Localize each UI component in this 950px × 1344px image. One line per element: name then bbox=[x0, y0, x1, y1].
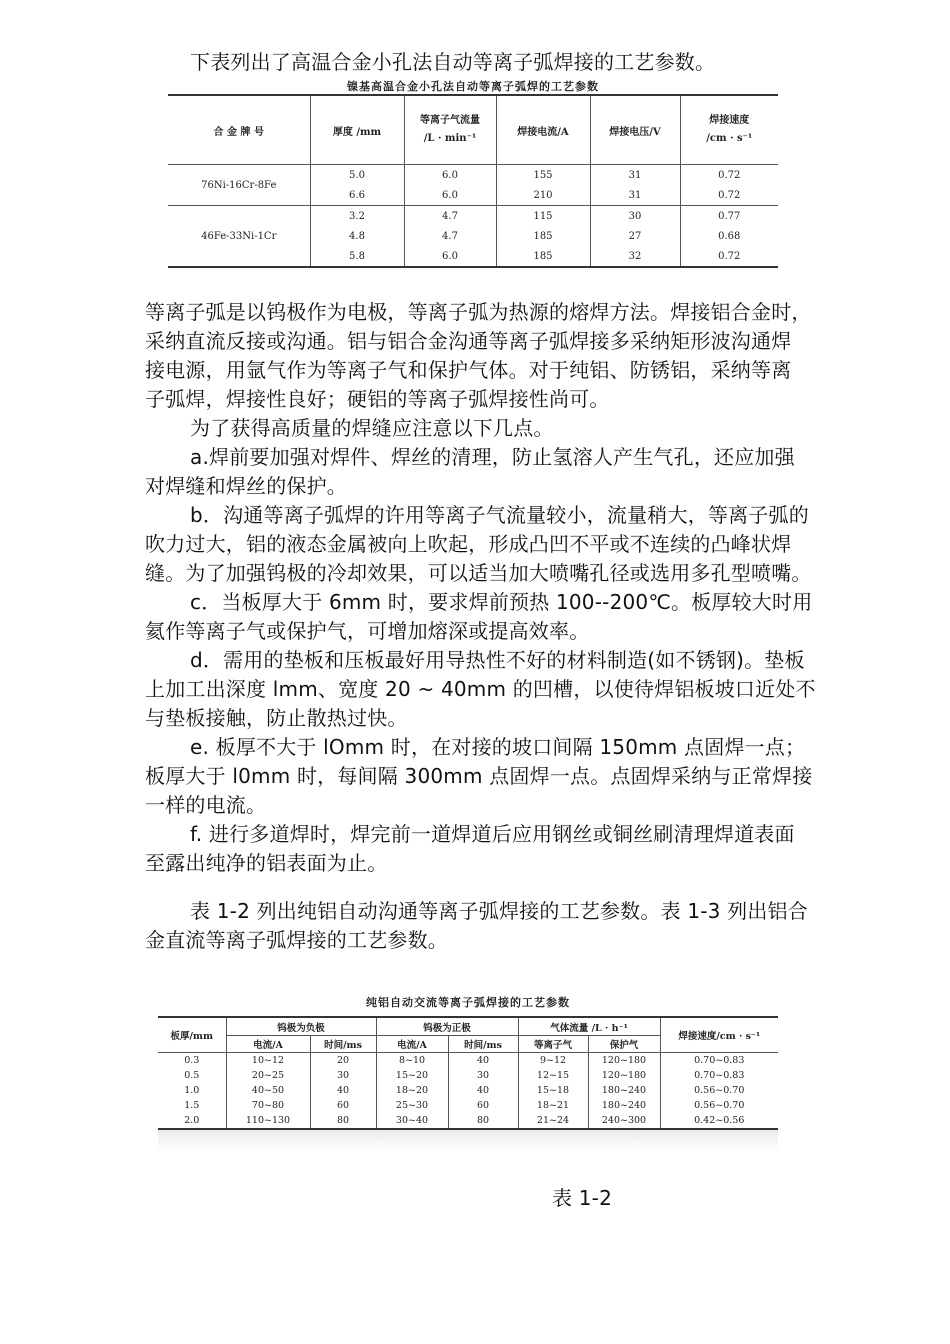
table-row bbox=[158, 1053, 778, 1069]
header-gas-flow: 气体流量 /L · h⁻¹ bbox=[518, 1017, 660, 1036]
body-line: c．当板厚大于 6mm 时，要求焊前预热 100--200℃。板厚较大时用 bbox=[190, 590, 813, 614]
table-cell: 0.5 bbox=[184, 1070, 200, 1081]
table-cell: 4.7 bbox=[404, 206, 496, 227]
body-line: f. 进行多道焊时，焊完前一道焊道后应用钢丝或铜丝刷清理焊道表面 bbox=[190, 822, 795, 846]
body-line: b．沟通等离子弧焊的许用等离子气流量较小，流量稍大，等离子弧的 bbox=[190, 503, 809, 527]
body-line: 对焊缝和焊丝的保护。 bbox=[145, 474, 347, 498]
table-cell: 115 bbox=[496, 206, 590, 227]
body-line: 一样的电流。 bbox=[145, 793, 267, 817]
alloy-params-table bbox=[168, 80, 778, 268]
table-row bbox=[168, 206, 778, 227]
table-cell: 30 bbox=[310, 1068, 376, 1083]
table-cell: 4.7 bbox=[404, 226, 496, 246]
table-cell: 15~20 bbox=[376, 1068, 448, 1083]
table-cell: 15~18 bbox=[518, 1083, 588, 1098]
table-cell: 155 bbox=[496, 165, 590, 186]
body-line: 采纳直流反接或沟通。铝与铝合金沟通等离子弧焊接多采纳矩形波沟通焊 bbox=[145, 329, 792, 353]
table-cell: 1.0 bbox=[184, 1085, 200, 1096]
body-line: 子弧焊，焊接性良好；硬铝的等离子弧焊接性尚可。 bbox=[145, 387, 610, 411]
header-shield-gas: 保护气 bbox=[588, 1036, 660, 1053]
header-tungsten-positive: 钨极为正极 bbox=[376, 1017, 518, 1036]
table-cell: 20~25 bbox=[226, 1068, 310, 1083]
table-cell: 0.56~0.70 bbox=[660, 1098, 778, 1113]
table-cell: 185 bbox=[496, 226, 590, 246]
table-cell: 30 bbox=[448, 1068, 518, 1083]
table-cell: 4.8 bbox=[310, 226, 404, 246]
body-line: 等离子弧是以钨极作为电极，等离子弧为热源的熔焊方法。焊接铝合金时， bbox=[145, 300, 812, 324]
table-cell: 3.2 bbox=[310, 206, 404, 227]
table-cell: 32 bbox=[590, 246, 680, 267]
body-line: 接电源，用氩气作为等离子气和保护气体。对于纯铝、防锈铝，采纳等离 bbox=[145, 358, 792, 382]
body-line: 吹力过大，铝的液态金属被向上吹起，形成凸凹不平或不连续的凸峰状焊 bbox=[145, 532, 792, 556]
table-cell: 2.0 bbox=[184, 1115, 200, 1126]
header-plasma-gas: 等离子气 bbox=[518, 1036, 588, 1053]
header-pos-time: 时间/ms bbox=[448, 1036, 518, 1053]
table-title: 镍基高温合金小孔法自动等离子弧焊的工艺参数 bbox=[347, 80, 599, 93]
body-line: 表 1-2 列出纯铝自动沟通等离子弧焊接的工艺参数。表 1-3 列出铝合 bbox=[190, 899, 808, 923]
scan-shadow bbox=[158, 1130, 778, 1150]
header-gas-flow: 等离子气流量 /L · min⁻¹ bbox=[404, 95, 496, 165]
table-cell: 40~50 bbox=[226, 1083, 310, 1098]
table-cell: 18~20 bbox=[376, 1083, 448, 1098]
table-cell: 70~80 bbox=[226, 1098, 310, 1113]
table-cell: 0.72 bbox=[680, 246, 778, 267]
table-cell: 210 bbox=[496, 185, 590, 206]
table-cell: 40 bbox=[448, 1053, 518, 1069]
table-cell: 20 bbox=[310, 1053, 376, 1069]
alloy-cell: 46Fe-33Ni-1Cr bbox=[168, 206, 310, 268]
table-cell: 21~24 bbox=[518, 1113, 588, 1129]
table-cell: 0.68 bbox=[680, 226, 778, 246]
table-cell: 240~300 bbox=[588, 1113, 660, 1129]
table-cell: 80 bbox=[448, 1113, 518, 1129]
table-cell: 40 bbox=[310, 1083, 376, 1098]
body-line: 氦作等离子气或保护气，可增加熔深或提高效率。 bbox=[145, 619, 590, 643]
body-line: 缝。为了加强钨极的冷却效果，可以适当加大喷嘴孔径或选用多孔型喷嘴。 bbox=[145, 561, 812, 585]
table-row bbox=[158, 1098, 778, 1113]
table-cell: 31 bbox=[590, 165, 680, 186]
table-cell: 25~30 bbox=[376, 1098, 448, 1113]
header-speed: 焊接速度 /cm · s⁻¹ bbox=[680, 95, 778, 165]
table-cell: 120~180 bbox=[588, 1068, 660, 1083]
body-line: 与垫板接触，防止散热过快。 bbox=[145, 706, 408, 730]
table-cell: 30 bbox=[590, 206, 680, 227]
table-cell: 10~12 bbox=[226, 1053, 310, 1069]
table-cell: 80 bbox=[310, 1113, 376, 1129]
table-caption: 表 1-2 bbox=[552, 1186, 613, 1210]
table-cell: 5.0 bbox=[310, 165, 404, 186]
header-current: 焊接电流/A bbox=[496, 95, 590, 165]
table-cell: 60 bbox=[310, 1098, 376, 1113]
table-cell: 0.70~0.83 bbox=[660, 1053, 778, 1069]
table-cell: 180~240 bbox=[588, 1083, 660, 1098]
table-cell: 8~10 bbox=[376, 1053, 448, 1069]
table-cell: 0.72 bbox=[680, 185, 778, 206]
table-cell: 31 bbox=[590, 185, 680, 206]
header-neg-time: 时间/ms bbox=[310, 1036, 376, 1053]
header-neg-current: 电流/A bbox=[226, 1036, 310, 1053]
header-tungsten-negative: 钨极为负极 bbox=[226, 1017, 376, 1036]
table-cell: 6.6 bbox=[310, 185, 404, 206]
table-cell: 30~40 bbox=[376, 1113, 448, 1129]
table-cell: 40 bbox=[448, 1083, 518, 1098]
header-pos-current: 电流/A bbox=[376, 1036, 448, 1053]
table-row bbox=[158, 1068, 778, 1083]
intro-line: 下表列出了高温合金小孔法自动等离子弧焊接的工艺参数。 bbox=[190, 50, 716, 74]
table-cell: 120~180 bbox=[588, 1053, 660, 1069]
table-cell: 0.42~0.56 bbox=[660, 1113, 778, 1129]
table-cell: 6.0 bbox=[404, 165, 496, 186]
body-line: 至露出纯净的铝表面为止。 bbox=[145, 851, 388, 875]
table-cell: 0.70~0.83 bbox=[660, 1068, 778, 1083]
header-thickness: 板厚/mm bbox=[158, 1017, 226, 1053]
table-cell: 1.5 bbox=[184, 1100, 200, 1111]
alloy-cell: 76Ni-16Cr-8Fe bbox=[168, 165, 310, 206]
table-cell: 0.3 bbox=[184, 1055, 200, 1066]
table-cell: 5.8 bbox=[310, 246, 404, 267]
table-cell: 9~12 bbox=[518, 1053, 588, 1069]
table-row bbox=[168, 165, 778, 186]
table-cell: 0.72 bbox=[680, 165, 778, 186]
body-line: 上加工出深度 lmm、宽度 20 ~ 40mm 的凹槽，以使待焊铝板坡口近处不 bbox=[145, 677, 816, 701]
table-cell: 0.77 bbox=[680, 206, 778, 227]
table-cell: 0.56~0.70 bbox=[660, 1083, 778, 1098]
table-row bbox=[158, 1113, 778, 1129]
table-cell: 180~240 bbox=[588, 1098, 660, 1113]
header-alloy: 合 金 牌 号 bbox=[168, 95, 310, 165]
table-cell: 27 bbox=[590, 226, 680, 246]
body-line: e. 板厚不大于 lOmm 时，在对接的坡口间隔 150mm 点固焊一点； bbox=[190, 735, 806, 759]
table-cell: 110~130 bbox=[226, 1113, 310, 1129]
body-line: a.焊前要加强对焊件、焊丝的清理，防止氢溶人产生气孔，还应加强 bbox=[190, 445, 795, 469]
pure-aluminum-params-table bbox=[158, 996, 778, 1150]
table-cell: 60 bbox=[448, 1098, 518, 1113]
body-line: d．需用的垫板和压板最好用导热性不好的材料制造(如不锈钢)。垫板 bbox=[190, 648, 805, 672]
header-voltage: 焊接电压/V bbox=[590, 95, 680, 165]
table-cell: 6.0 bbox=[404, 185, 496, 206]
header-thickness: 厚度 /mm bbox=[310, 95, 404, 165]
table-cell: 185 bbox=[496, 246, 590, 267]
table-title: 纯铝自动交流等离子弧焊接的工艺参数 bbox=[366, 996, 570, 1009]
table-cell: 18~21 bbox=[518, 1098, 588, 1113]
body-line: 为了获得高质量的焊缝应注意以下几点。 bbox=[190, 416, 554, 440]
body-line: 板厚大于 l0mm 时，每间隔 300mm 点固焊一点。点固焊采纳与正常焊接 bbox=[145, 764, 813, 788]
body-line: 金直流等离子弧焊接的工艺参数。 bbox=[145, 928, 448, 952]
table-row bbox=[158, 1083, 778, 1098]
table-cell: 6.0 bbox=[404, 246, 496, 267]
table-cell: 12~15 bbox=[518, 1068, 588, 1083]
header-speed: 焊接速度/cm · s⁻¹ bbox=[660, 1017, 778, 1053]
